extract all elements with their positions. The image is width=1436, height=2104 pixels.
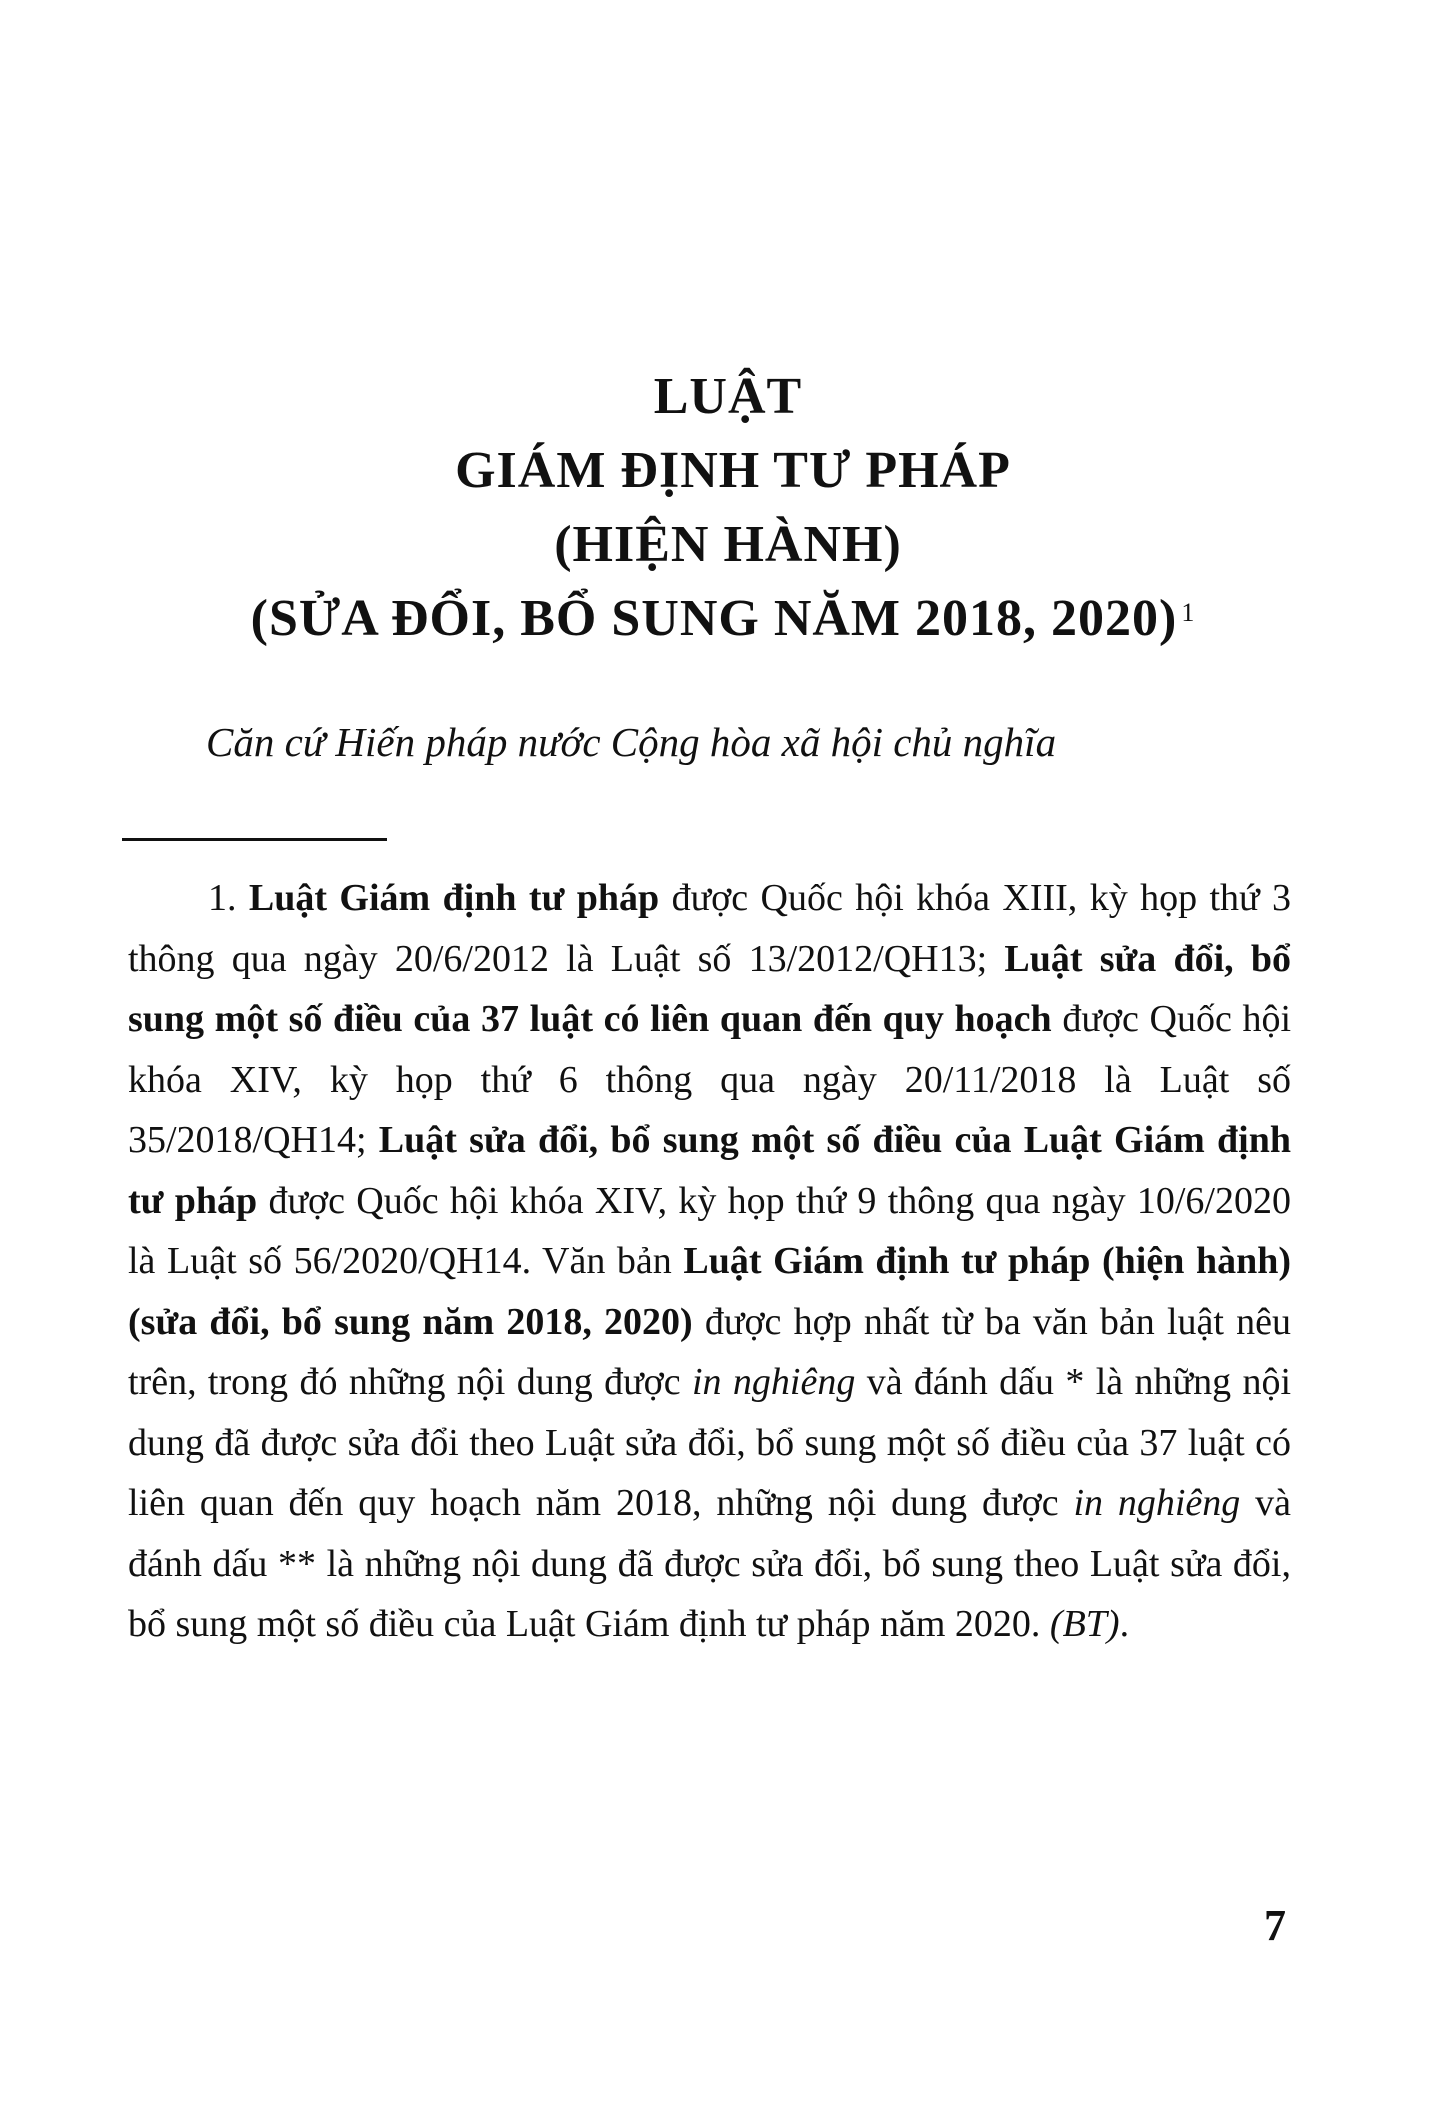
footnote-italic-9: in nghiêng [692, 1361, 856, 1403]
footnote-bold-5: Luật sửa đổi, bổ sung một số điều của Luật Giám định tư pháp [128, 1119, 1292, 1222]
footnote-text-6: được Quốc hội khóa XIV, kỳ họp thứ 9 thông qua ngày 10/6/2020 là Luật số 56/2020/QH14. Văn bản [128, 1179, 1291, 1282]
footnote-divider [122, 838, 387, 841]
title-line-3: (HIỆN HÀNH) [554, 516, 902, 573]
title-line-1: LUẬT [653, 368, 803, 425]
title-line-4-text: (SỬA ĐỔI, BỔ SUNG NĂM 2018, 2020) [250, 590, 1178, 647]
footnote-marker[interactable]: 1 [1181, 598, 1196, 627]
footnote-text-14: . [1119, 1603, 1130, 1645]
footnote-number: 1. [208, 877, 237, 919]
footnote-text [128, 868, 1291, 1655]
law-title [0, 360, 1436, 656]
page-number: 7 [1264, 1901, 1286, 1950]
footnote-text-2: được Quốc hội khóa XIII, kỳ họp thứ 3 thông qua ngày 20/6/2012 là Luật số 13/2012/QH13; [128, 877, 1291, 980]
footnote-text-8: được hợp nhất từ ba văn bản luật nêu trên, trong đó những nội dung được [128, 1300, 1291, 1403]
footnote-text-4: được Quốc hội khóa XIV, kỳ họp thứ 6 thông qua ngày 20/11/2018 là Luật số 35/2018/QH14; [128, 998, 1291, 1161]
title-line-4 [0, 582, 1436, 656]
title-line-2: GIÁM ĐỊNH TƯ PHÁP [455, 442, 1011, 499]
footnote-bold-3: Luật sửa đổi, bổ sung một số điều của 37 luật có liên quan đến quy hoạch [128, 937, 1292, 1040]
footnote-bold-7: Luật Giám định tư pháp (hiện hành) (sửa đổi, bổ sung năm 2018, 2020) [128, 1240, 1291, 1343]
footnote-italic-11: in nghiêng [1073, 1482, 1241, 1524]
footnote-bold-1: Luật Giám định tư pháp [248, 877, 660, 919]
preamble-text: Căn cứ Hiến pháp nước Cộng hòa xã hội chủ nghĩa [206, 719, 1057, 765]
footnote-text-12: và đánh dấu ** là những nội dung đã được sửa đổi, bổ sung theo Luật sửa đổi, bổ sung một số điều của Luật Giám định tư pháp năm 2020. [128, 1482, 1292, 1645]
footnote-text-10: và đánh dấu * là những nội dung đã được sửa đổi theo Luật sửa đổi, bổ sung một số điều của 37 luật có liên quan đến quy hoạch năm 2018, những nội dung được [128, 1361, 1292, 1524]
footnote-italic-13: (BT) [1049, 1603, 1120, 1645]
